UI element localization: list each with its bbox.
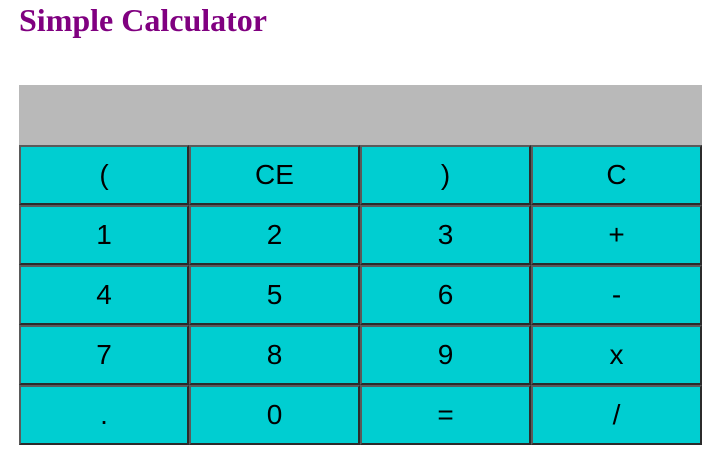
open-paren-button[interactable]: ( [19, 145, 189, 205]
digit-6-button[interactable]: 6 [360, 265, 531, 325]
digit-2-button[interactable]: 2 [189, 205, 360, 265]
digit-1-button[interactable]: 1 [19, 205, 189, 265]
digit-5-button[interactable]: 5 [189, 265, 360, 325]
digit-0-button[interactable]: 0 [189, 385, 360, 445]
calculator-keypad [19, 145, 702, 445]
calculator-display [19, 85, 702, 145]
equals-button[interactable]: = [360, 385, 531, 445]
decimal-point-button[interactable]: . [19, 385, 189, 445]
clear-button[interactable]: C [531, 145, 702, 205]
digit-7-button[interactable]: 7 [19, 325, 189, 385]
divide-button[interactable]: / [531, 385, 702, 445]
page-title: Simple Calculator [19, 2, 267, 38]
subtract-button[interactable]: - [531, 265, 702, 325]
clear-entry-button[interactable]: CE [189, 145, 360, 205]
multiply-button[interactable]: x [531, 325, 702, 385]
digit-9-button[interactable]: 9 [360, 325, 531, 385]
digit-3-button[interactable]: 3 [360, 205, 531, 265]
digit-4-button[interactable]: 4 [19, 265, 189, 325]
digit-8-button[interactable]: 8 [189, 325, 360, 385]
add-button[interactable]: + [531, 205, 702, 265]
close-paren-button[interactable]: ) [360, 145, 531, 205]
